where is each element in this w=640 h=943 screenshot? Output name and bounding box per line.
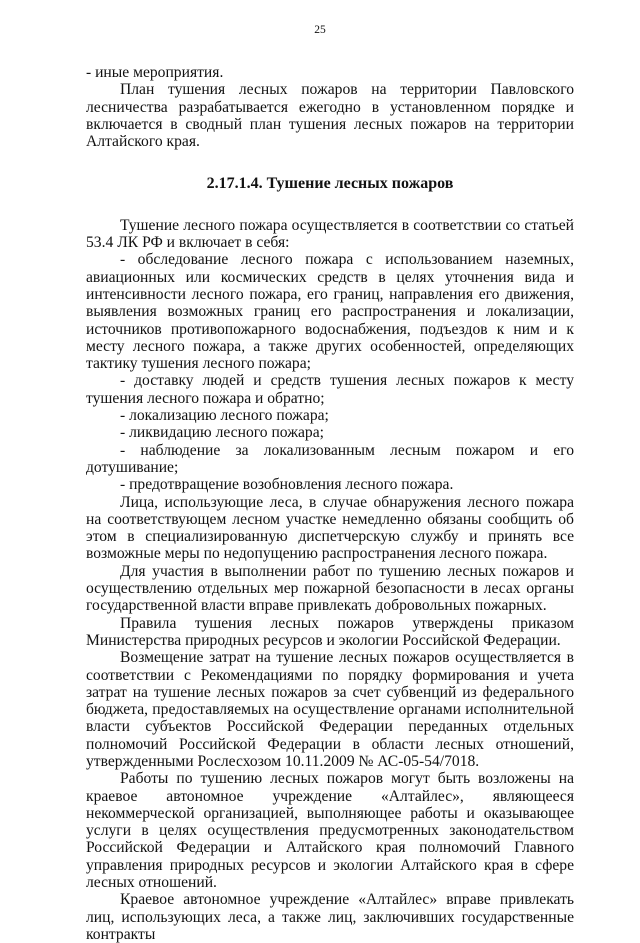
body-paragraph: Краевое автономное учреждение «Алтайлес» вправе привлекать лиц, использующих леса, а также лиц, заключивших государственные контракты (86, 891, 574, 943)
list-item: - предотвращение возобновления лесного пожара. (120, 476, 454, 494)
page-body (86, 64, 574, 943)
intro-list-item: - иные мероприятия. (86, 64, 224, 81)
list-item: - обследование лесного пожара с использованием наземных, авиационных или космических средств в целях уточнения вида и интенсивности лесного пожара, его границ, направления его движения, выявления возможных границ его распространения и локализации, источников противопожарного водоснабжения, подъездов к ним и к месту лесного пожара, а также других особенностей, определяющих тактику тушения лесного пожара; (86, 251, 574, 373)
intro-paragraph: План тушения лесных пожаров на территории Павловского лесничества разрабатывается ежегодно в установленном порядке и включается в сводный план тушения лесных пожаров на территории Алтайского края. (86, 81, 574, 151)
list-item: - ликвидацию лесного пожара; (120, 424, 324, 442)
list-item: - наблюдение за локализованным лесным пожаром и его дотушивание; (86, 441, 574, 476)
section-heading: 2.17.1.4. Тушение лесных пожаров (206, 175, 454, 193)
body-paragraph: Правила тушения лесных пожаров утверждены приказом Министерства природных ресурсов и экологии Российской Федерации. (86, 614, 574, 649)
page-number: 25 (314, 24, 326, 36)
body-paragraph: Работы по тушению лесных пожаров могут быть возложены на краевое автономное учреждение «Алтайлес», являющееся некоммерческой организацией, выполняющее работы и оказывающее услуги в целях осуществления предусмотренных законодательством Российской Федерации и Алтайского края полномочий Главного управления природных ресурсов и экологии Алтайского края в сфере лесных отношений. (86, 770, 574, 892)
body-paragraph: Для участия в выполнении работ по тушению лесных пожаров и осуществлению отдельных мер пожарной безопасности в лесах органы государственной власти вправе привлекать добровольных пожарных. (86, 562, 574, 615)
body-paragraph: Возмещение затрат на тушение лесных пожаров осуществляется в соответствии с Рекомендациями по порядку формирования и учета затрат на тушение лесных пожаров за счет субвенций из федерального бюджета, предоставляемых на осуществление органами исполнительной власти субъектов Российской Федерации переданных отдельных полномочий Российской Федерации в области лесных отношений, утвержденными Рослесхозом 10.11.2009 № АС-05-54/7018. (86, 649, 574, 770)
body-paragraph: Лица, использующие леса, в случае обнаружения лесного пожара на соответствующем лесном участке немедленно обязаны сообщить об этом в специализированную диспетчерскую службу и принять все возможные меры по недопущению распространения лесного пожара. (86, 493, 574, 563)
list-item: - локализацию лесного пожара; (120, 407, 329, 425)
section-lead-paragraph: Тушение лесного пожара осуществляется в соответствии со статьей 53.4 ЛК РФ и включает в себя: (86, 216, 574, 252)
list-item: - доставку людей и средств тушения лесных пожаров к месту тушения лесного пожара и обратно; (86, 372, 574, 407)
